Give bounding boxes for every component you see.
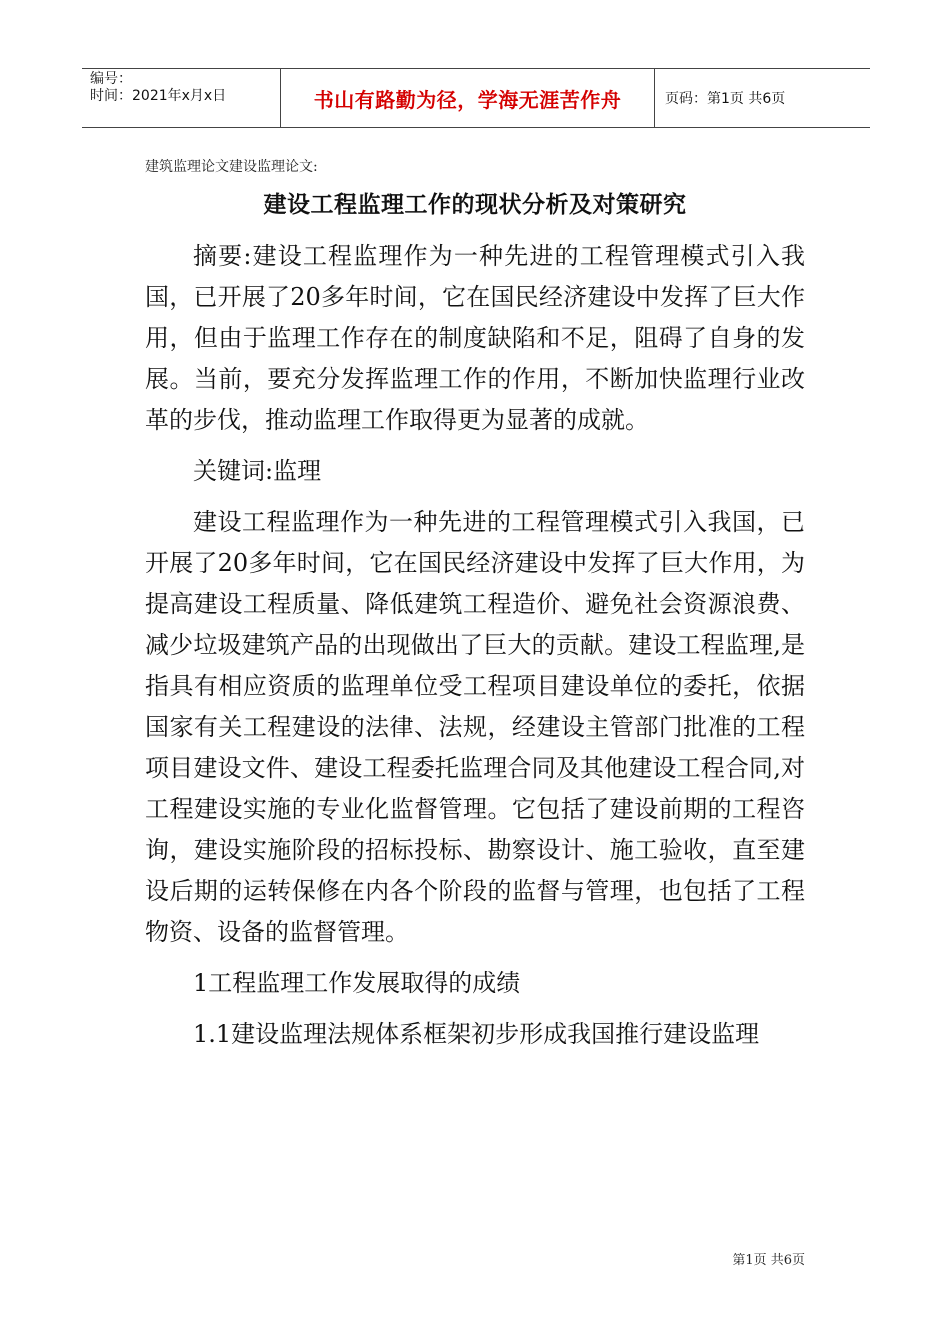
abstract-paragraph: 摘要:建设工程监理作为一种先进的工程管理模式引入我国，已开展了20多年时间，它在国民经济建设中发挥了巨大作用，但由于监理工作存在的制度缺陷和不足，阻碍了自身的发展。当前，要充分发挥监理工作的作用，不断加快监理行业改革的步伐，推动监理工作取得更为显著的成就。 — [145, 242, 805, 434]
breadcrumb: 建筑监理论文建设监理论文: — [145, 159, 318, 175]
document-number-label: 编号： — [90, 71, 132, 87]
keywords-paragraph: 关键词:监理 — [193, 457, 322, 485]
page-title: 建设工程监理工作的现状分析及对策研究 — [263, 192, 687, 218]
document-body — [145, 236, 805, 1065]
header-motto: 书山有路勤为径，学海无涯苦作舟 — [313, 87, 622, 112]
intro-paragraph: 建设工程监理作为一种先进的工程管理模式引入我国，已开展了20多年时间，它在国民经济建设中发挥了巨大作用，为提高建设工程质量、降低建筑工程造价、避免社会资源浪费、减少垃圾建筑产品的出现做出了巨大的贡献。建设工程监理,是指具有相应资质的监理单位受工程项目建设单位的委托，依据国家有关工程建设的法律、法规，经建设主管部门批准的工程项目建设文件、建设工程委托监理合同及其他建设工程合同,对工程建设实施的专业化监督管理。它包括了建设前期的工程咨询，建设实施阶段的招标投标、勘察设计、施工验收，直至建设后期的运转保修在内各个阶段的监督与管理，也包括了工程物资、设备的监督管理。 — [145, 508, 805, 946]
header-page-label: 页码：第1页 共6页 — [665, 91, 786, 107]
section-heading-1: 1工程监理工作发展取得的成绩 — [193, 969, 521, 997]
document-time-label: 时间：2021年x月x日 — [90, 88, 227, 104]
page-footer: 第1页 共6页 — [732, 1253, 805, 1268]
header-page-cell — [655, 69, 870, 127]
document-header — [82, 68, 870, 128]
header-motto-cell — [281, 69, 655, 127]
header-meta-cell — [82, 69, 281, 127]
subsection-heading-1-1: 1.1建设监理法规体系框架初步形成我国推行建设监理 — [193, 1020, 760, 1048]
